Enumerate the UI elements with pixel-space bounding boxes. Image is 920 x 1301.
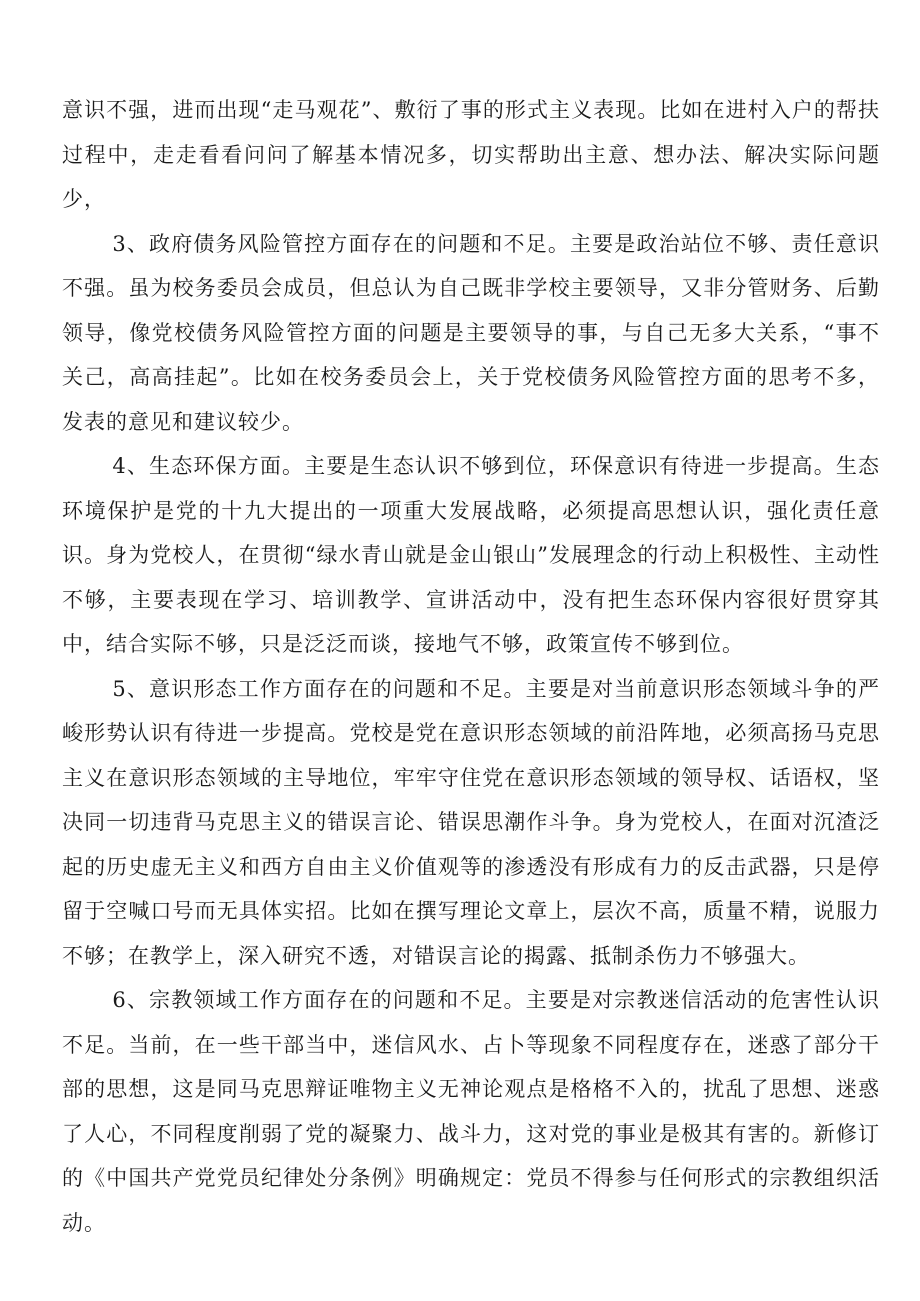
paragraph-4-ecology: 4、生态环保方面。主要是生态认识不够到位，环保意识有待进一步提高。生态环境保护是党的十九大提出的一项重大发展战略，必须提高思想认识，强化责任意识。身为党校人，在贯彻“绿水青山就是金山银山”发展理念的行动上积极性、主动性不够，主要表现在学习、培训教学、宣讲活动中，没有把生态环保内容很好贯穿其中，结合实际不够，只是泛泛而谈，接地气不够，政策宣传不够到位。 <box>62 454 880 656</box>
document-body <box>62 88 880 1245</box>
paragraph-5-ideology: 5、意识形态工作方面存在的问题和不足。主要是对当前意识形态领域斗争的严峻形势认识有待进一步提高。党校是党在意识形态领域的前沿阵地，必须高扬马克思主义在意识形态领域的主导地位，牢牢守住党在意识形态领域的领导权、话语权，坚决同一切违背马克思主义的错误言论、错误思潮作斗争。身为党校人，在面对沉渣泛起的历史虚无主义和西方自由主义价值观等的渗透没有形成有力的反击武器，只是停留于空喊口号而无具体实招。比如在撰写理论文章上，层次不高，质量不精，说服力不够；在教学上，深入研究不透，对错误言论的揭露、抵制杀伤力不够强大。 <box>62 676 880 968</box>
paragraph-3-debt-risk: 3、政府债务风险管控方面存在的问题和不足。主要是政治站位不够、责任意识不强。虽为校务委员会成员，但总认为自己既非学校主要领导，又非分管财务、后勤领导，像党校债务风险管控方面的问题是主要领导的事，与自己无多大关系，“事不关己，高高挂起”。比如在校务委员会上，关于党校债务风险管控方面的思考不多，发表的意见和建议较少。 <box>62 231 880 434</box>
paragraph-6-religion: 6、宗教领域工作方面存在的问题和不足。主要是对宗教迷信活动的危害性认识不足。当前，在一些干部当中，迷信风水、占卜等现象不同程度存在，迷惑了部分干部的思想，这是同马克思辩证唯物主义无神论观点是格格不入的，扰乱了思想、迷惑了人心，不同程度削弱了党的凝聚力、战斗力，这对党的事业是极其有害的。新修订的《中国共产党党员纪律处分条例》明确规定：党员不得参与任何形式的宗教组织活动。 <box>62 988 880 1235</box>
paragraph-continuation: 意识不强，进而出现“走马观花”、敷衍了事的形式主义表现。比如在进村入户的帮扶过程中，走走看看问问了解基本情况多，切实帮助出主意、想办法、解决实际问题少， <box>62 98 880 211</box>
